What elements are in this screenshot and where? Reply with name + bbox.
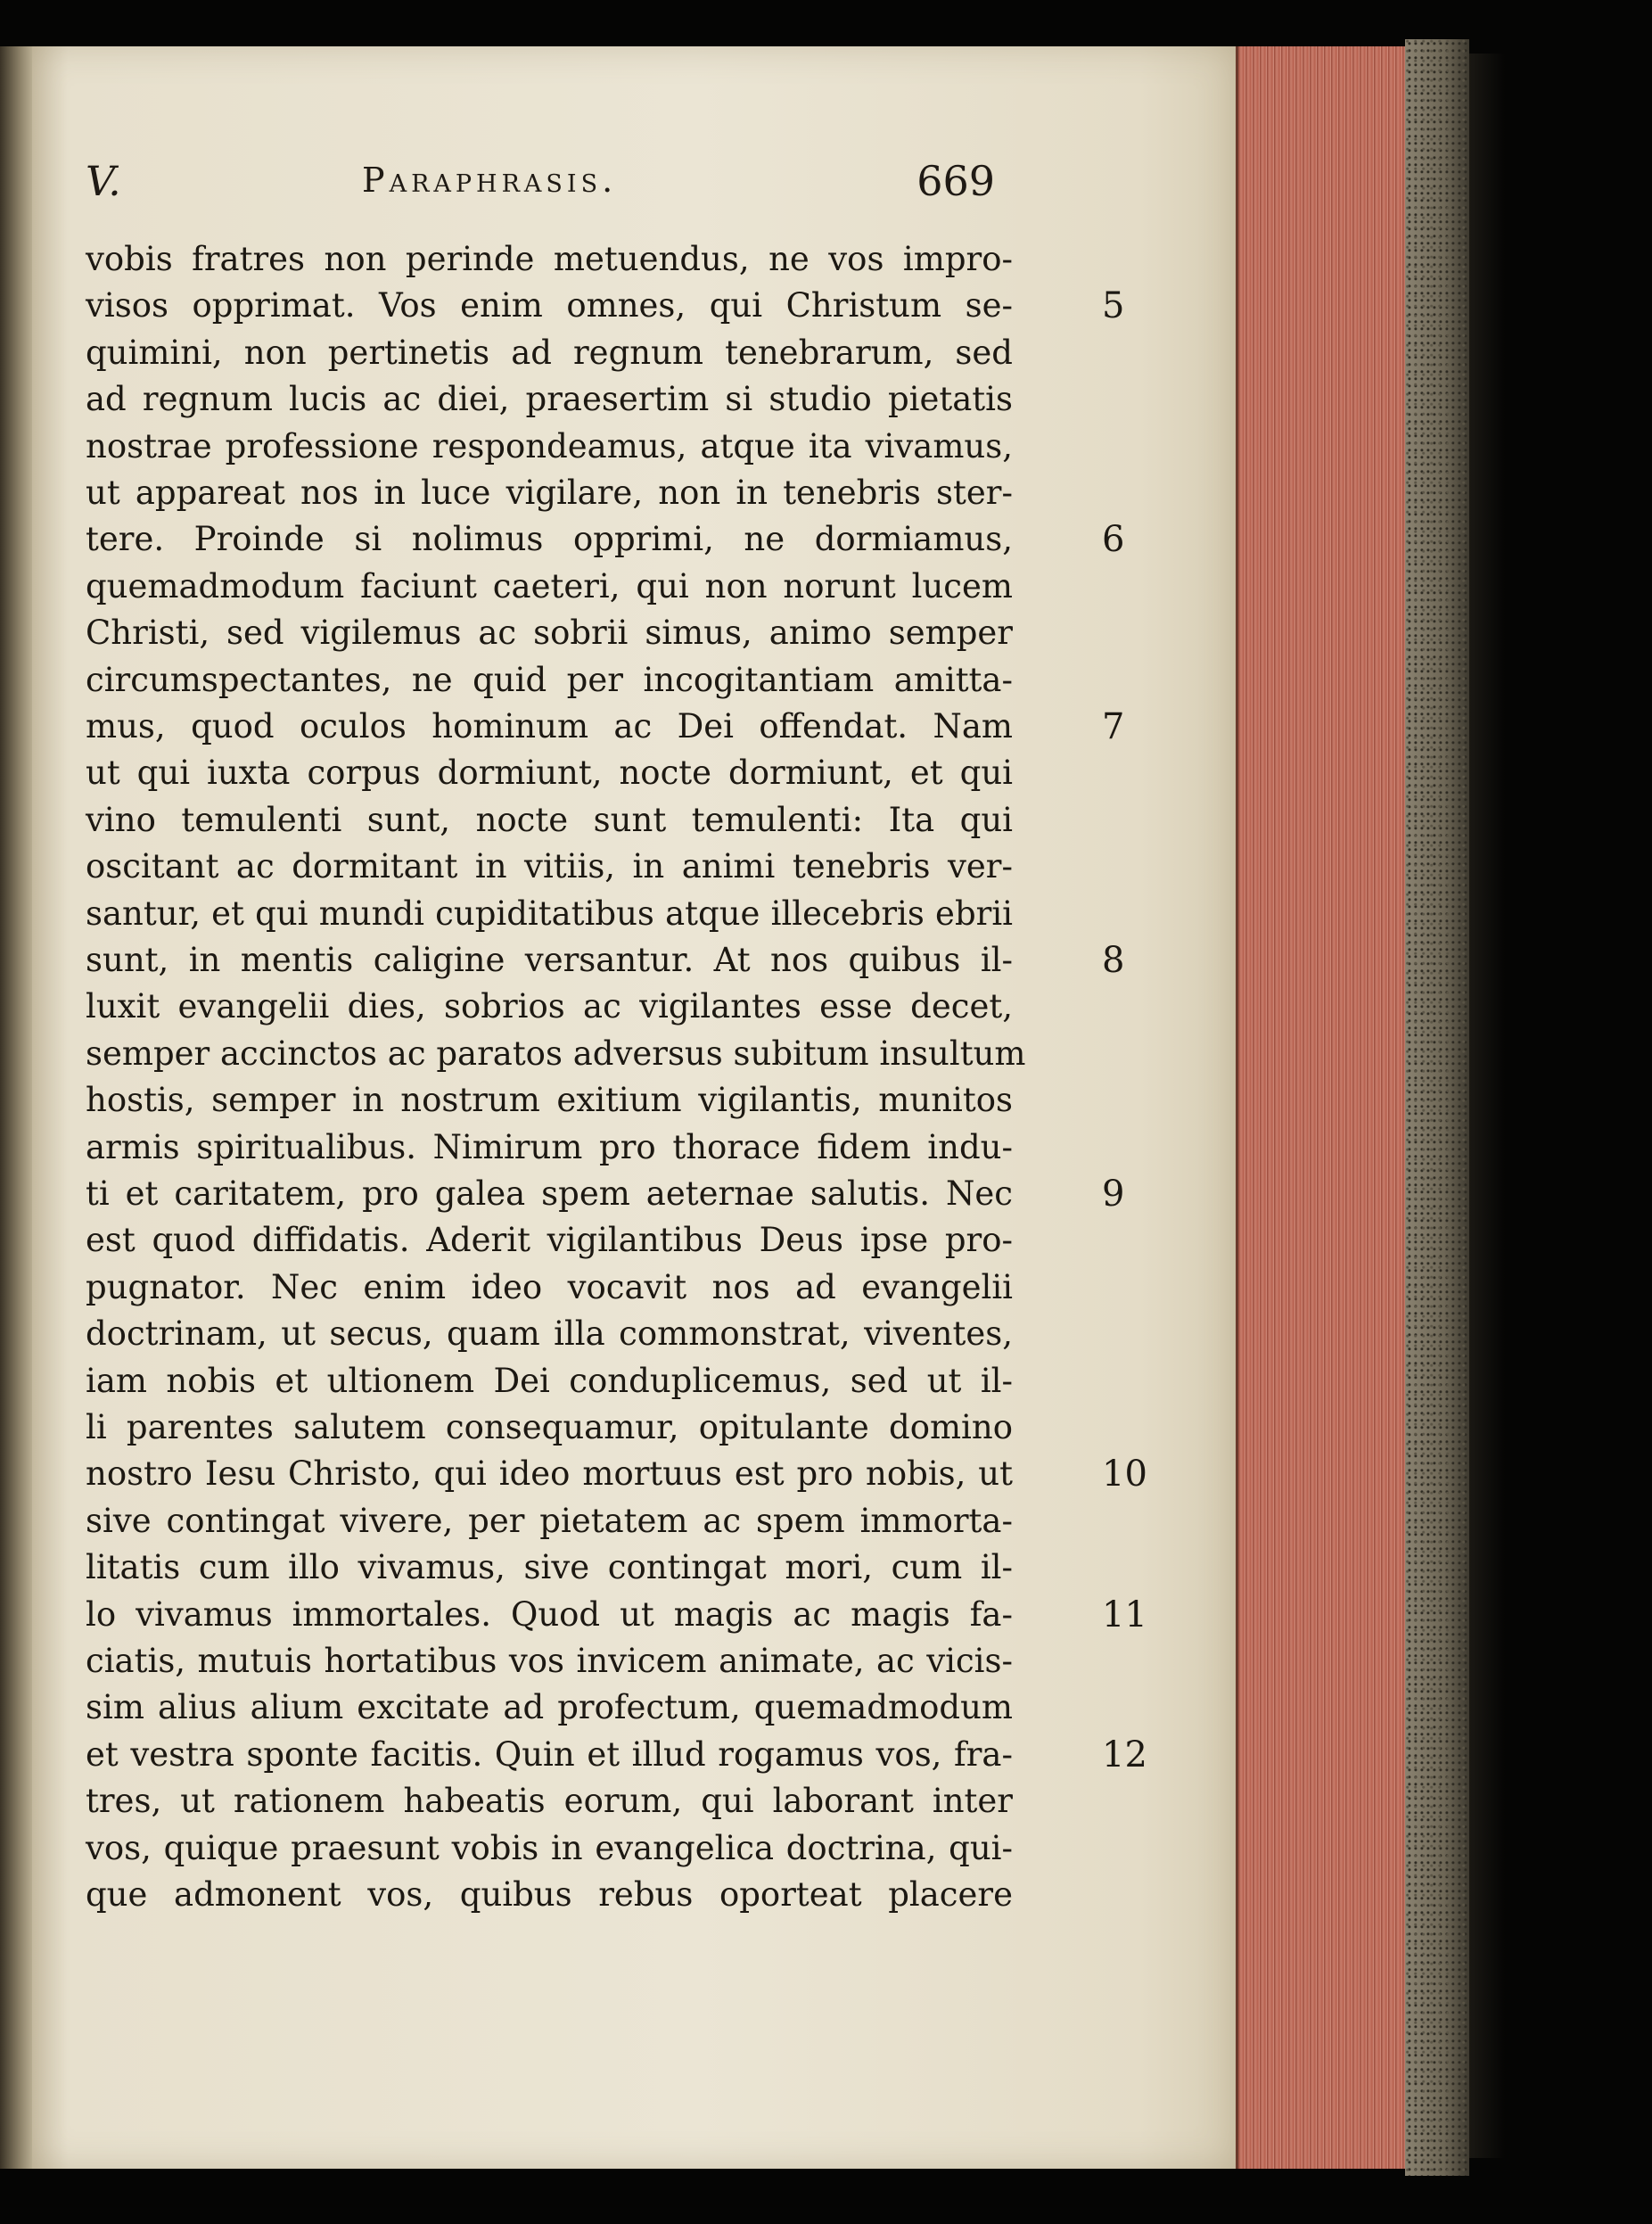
- text-line: santur, et qui mundi cupiditatibus atque illecebris ebrii: [86, 894, 1013, 933]
- text-line: vino temulenti sunt, nocte sunt temulenti: Ita qui: [86, 800, 1013, 839]
- cover-shadow: [1469, 54, 1505, 2158]
- text-line: li parentes salutem consequamur, opitulante domino: [86, 1408, 1013, 1446]
- text-line: mus, quod oculos hominum ac Dei offendat. Nam: [86, 707, 1013, 745]
- text-line: tere. Proinde si nolimus opprimi, ne dormiamus,: [86, 520, 1013, 559]
- text-line: quemadmodum faciunt caeteri, qui non norunt lucem: [86, 566, 1013, 605]
- text-line: oscitant ac dormitant in vitiis, in animi tenebris ver-: [86, 847, 1013, 886]
- verse-number: 7: [1102, 706, 1125, 747]
- text-line: lo vivamus immortales. Quod ut magis ac magis fa-: [86, 1594, 1013, 1634]
- verse-number: 9: [1102, 1174, 1125, 1215]
- text-line: doctrinam, ut secus, quam illa commonstrat, viventes,: [86, 1314, 1013, 1354]
- running-header: [86, 157, 995, 210]
- verse-number: 8: [1102, 940, 1125, 981]
- text-line: pugnator. Nec enim ideo vocavit nos ad evangelii: [86, 1267, 1013, 1306]
- text-line: ad regnum lucis ac diei, praesertim si studio pietatis: [86, 380, 1013, 419]
- text-line: hostis, semper in nostrum exitium vigilantis, munitos: [86, 1081, 1013, 1120]
- text-line: sunt, in mentis caligine versantur. At nos quibus il-: [86, 941, 1013, 979]
- text-line: quimini, non pertinetis ad regnum tenebrarum, sed: [86, 333, 1013, 372]
- text-line: tres, ut rationem habeatis eorum, qui laborant inter: [86, 1782, 1013, 1821]
- text-line: ut appareat nos in luce vigilare, non in tenebris ster-: [86, 474, 1013, 512]
- text-line: armis spiritualibus. Nimirum pro thorace fidem indu-: [86, 1127, 1013, 1166]
- text-line: visos opprimat. Vos enim omnes, qui Christum se-: [86, 286, 1013, 325]
- text-line: iam nobis et ultionem Dei conduplicemus, sed ut il-: [86, 1361, 1013, 1400]
- text-line: et vestra sponte facitis. Quin et illud rogamus vos, fra-: [86, 1734, 1013, 1774]
- page-edges: [1236, 46, 1408, 2169]
- text-line: ti et caritatem, pro galea spem aeternae salutis. Nec: [86, 1174, 1013, 1213]
- book-cover: [1405, 39, 1469, 2176]
- text-line: sim alius alium excitate ad profectum, quemadmodum: [86, 1688, 1013, 1727]
- text-line: vobis fratres non perinde metuendus, ne vos impro-: [86, 240, 1013, 278]
- verse-number: 10: [1102, 1454, 1147, 1495]
- text-line: ciatis, mutuis hortatibus vos invicem animate, ac vicis-: [86, 1642, 1013, 1680]
- text-line: nostrae professione respondeamus, atque ita vivamus,: [86, 426, 1013, 465]
- text-line: est quod diffidatis. Aderit vigilantibus Deus ipse pro-: [86, 1221, 1013, 1260]
- text-line: ut qui iuxta corpus dormiunt, nocte dormiunt, et qui: [86, 754, 1013, 793]
- verse-number: 12: [1102, 1734, 1147, 1775]
- text-line: litatis cum illo vivamus, sive contingat mori, cum il-: [86, 1548, 1013, 1587]
- text-line: nostro Iesu Christo, qui ideo mortuus est pro nobis, ut: [86, 1454, 1013, 1494]
- text-line: que admonent vos, quibus rebus oporteat placere: [86, 1875, 1013, 1914]
- text-line: vos, quique praesunt vobis in evangelica doctrina, qui-: [86, 1828, 1013, 1867]
- text-line: Christi, sed vigilemus ac sobrii simus, animo semper: [86, 614, 1013, 653]
- verse-number: 6: [1102, 519, 1125, 561]
- text-line: circumspectantes, ne quid per incogitantiam amitta-: [86, 660, 1013, 699]
- page-number: 669: [916, 157, 995, 205]
- text-line: sive contingat vivere, per pietatem ac spem immorta-: [86, 1501, 1013, 1540]
- text-line: semper accinctos ac paratos adversus subitum insultum: [86, 1034, 1026, 1073]
- chapter-number: V.: [86, 157, 121, 205]
- running-title: Paraphrasis.: [362, 161, 618, 200]
- verse-number: 5: [1102, 285, 1125, 327]
- verse-number: 11: [1102, 1594, 1147, 1635]
- text-line: luxit evangelii dies, sobrios ac vigilantes esse decet,: [86, 987, 1013, 1026]
- book-gutter: [0, 46, 32, 2169]
